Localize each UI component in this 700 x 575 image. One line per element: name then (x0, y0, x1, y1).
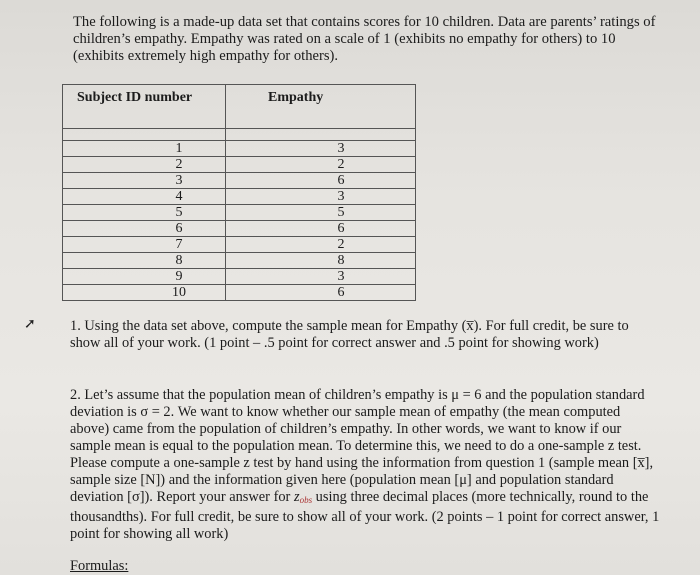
table-row (63, 173, 416, 189)
question-2 (70, 387, 660, 543)
subject-id-cell: 3 (63, 173, 226, 189)
header-subject-id: Subject ID number (63, 85, 226, 129)
subject-id-cell: 4 (63, 189, 226, 205)
z-obs-symbol (294, 489, 312, 505)
empathy-cell: 8 (226, 253, 416, 269)
table-header-row (63, 85, 416, 129)
empathy-cell: 3 (226, 269, 416, 285)
subject-id-cell: 2 (63, 157, 226, 173)
empathy-data-table (62, 84, 416, 301)
empathy-cell: 5 (226, 205, 416, 221)
question-1: 1. Using the data set above, compute the sample mean for Empathy (x̅). For full credit, be sure to show all of your work. (1 point – .5 point for correct answer and .5 point for showing work) (70, 318, 629, 351)
question-2-text-a: 2. Let’s assume that the population mean of children’s empathy is μ = 6 and the population standard deviation is σ = 2. We want to know whether our sample mean of empathy (the mean computed above) came from the population of children’s empathy. In other words, we want to know if our sample mean is equal to the population mean. To determine this, we need to do a one-sample z test. Please compute a one-sample z test by hand using the information from question 1 (sample mean [x̅], sample size [N]) and the information given here (population mean [μ] and population standard deviation [σ]). Report your answer for (70, 387, 654, 505)
header-empathy: Empathy (226, 85, 416, 129)
intro-paragraph: The following is a made-up data set that contains scores for 10 children. Data are parents’ ratings of children’s empathy. Empathy was rated on a scale of 1 (exhibits no empathy for others) to 10 (exhibits extremely high empathy for others). (73, 14, 656, 64)
empathy-cell: 6 (226, 221, 416, 237)
subject-id-cell: 1 (63, 141, 226, 157)
z-subscript: obs (299, 495, 313, 505)
table-row (63, 285, 416, 301)
subject-id-cell: 10 (63, 285, 226, 301)
subject-id-cell: 7 (63, 237, 226, 253)
handwritten-arrow-mark: ➚ (24, 316, 36, 332)
z-letter: z (293, 489, 300, 505)
table-row (63, 253, 416, 269)
empathy-cell: 6 (226, 173, 416, 189)
table-row (63, 221, 416, 237)
table-row (63, 189, 416, 205)
spacer-cell (63, 129, 226, 141)
empathy-cell: 2 (226, 157, 416, 173)
empathy-cell: 3 (226, 189, 416, 205)
formulas-heading: Formulas: (70, 558, 129, 574)
empathy-cell: 6 (226, 285, 416, 301)
table-spacer-row (63, 129, 416, 141)
empathy-cell: 3 (226, 141, 416, 157)
subject-id-cell: 9 (63, 269, 226, 285)
subject-id-cell: 5 (63, 205, 226, 221)
table-row (63, 141, 416, 157)
subject-id-cell: 6 (63, 221, 226, 237)
question-2-text-b: using three decimal places (more technically, round to the thousandths). For full credit, be sure to show all of your work. (2 points – 1 point for correct answer, 1 point for showing all work) (70, 489, 660, 542)
table-row (63, 237, 416, 253)
empathy-cell: 2 (226, 237, 416, 253)
subject-id-cell: 8 (63, 253, 226, 269)
table-row (63, 269, 416, 285)
table-row (63, 205, 416, 221)
spacer-cell (226, 129, 416, 141)
table-row (63, 157, 416, 173)
